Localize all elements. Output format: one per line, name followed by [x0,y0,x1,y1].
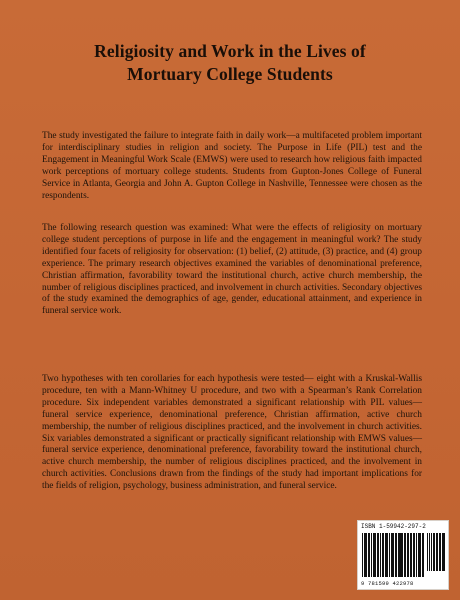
barcode-bar [385,533,386,577]
barcode-bar [416,533,417,577]
barcode-bar [366,533,367,577]
barcode-bar [411,533,413,577]
summary-paragraph-2: The following research question was examined: What were the effects of religiosity on mortuary college student perceptions of purpose in life and the engagement in meaningful work? The study identified four facets of religiosity for observation: (1) belief, (2) attitude, (3) practice, and (4) group experience. The primary research objectives examined the variables of denominational preference, Christian affirmation, favorability toward the institutional church, active church membership, the number of religious disciplines practiced, and involvement in church activities. Secondary objectives of the study examined the demographics of age, gender, educational attainment, and experience in funeral service work. [42,223,422,317]
summary-paragraph-3: Two hypotheses with ten corollaries for each hypothesis were tested— eight with a Kruskal-Wallis procedure, ten with a Mann-Whitney U procedure, and two with a Spearman’s Rank Correlation procedure. Six independent variables demonstrated a significant relationship with PIL values—funeral service experience, denominational preference, Christian affirmation, active church membership, the number of religious disciplines practiced, and the involvement in church activities. Six variables demonstrated a significant or practically significant relationship with EMWS values—funeral service experience, denominational preference, favorability toward the institutional church, active church membership, the number of religious disciplines practiced, and the involvement in church activities. Conclusions drawn from the findings of the study had important implications for the fields of religion, psychology, business administration, and funeral service. [42,374,422,492]
book-title [30,40,430,86]
barcode-bar [380,533,381,577]
barcode-bar [375,533,376,577]
barcode-addon-bar [444,533,445,571]
barcode-addon-bar [429,533,431,571]
book-title-line-2: Mortuary College Students [127,64,333,84]
barcode-bar [407,533,408,577]
summary-paragraph-1: The study investigated the failure to integrate faith in daily work—a multifaceted problem important for interdisciplinary studies in religion and society. The Purpose in Life (PIL) test and the Engagement in Meaningful Work Scale (EMWS) were used to research how religious faith impacted work perceptions of mortuary college students. Students from Gupton-Jones College of Funeral Service in Atlanta, Georgia and John A. Gupton College in Nashville, Tennessee were chosen as the respondents. [42,131,422,201]
barcode-bar [371,533,372,577]
isbn-label: ISBN 1-59942-297-2 [361,523,426,530]
barcode-addon-bars [427,533,446,571]
isbn-barcode [357,520,449,590]
barcode-bars [362,533,424,577]
barcode-addon-bar [436,533,438,571]
barcode-digits: 9 781599 422978 [361,580,414,587]
barcode-bar [398,533,399,577]
barcode-bar [423,533,424,577]
barcode-bar [393,533,394,577]
barcode-bar [362,533,363,577]
barcode-bar [402,533,403,577]
barcode-addon-bar [442,533,444,571]
barcode-bar [420,533,421,577]
book-title-line-1: Religiosity and Work in the Lives of [94,41,366,61]
barcode-bar [389,533,390,577]
